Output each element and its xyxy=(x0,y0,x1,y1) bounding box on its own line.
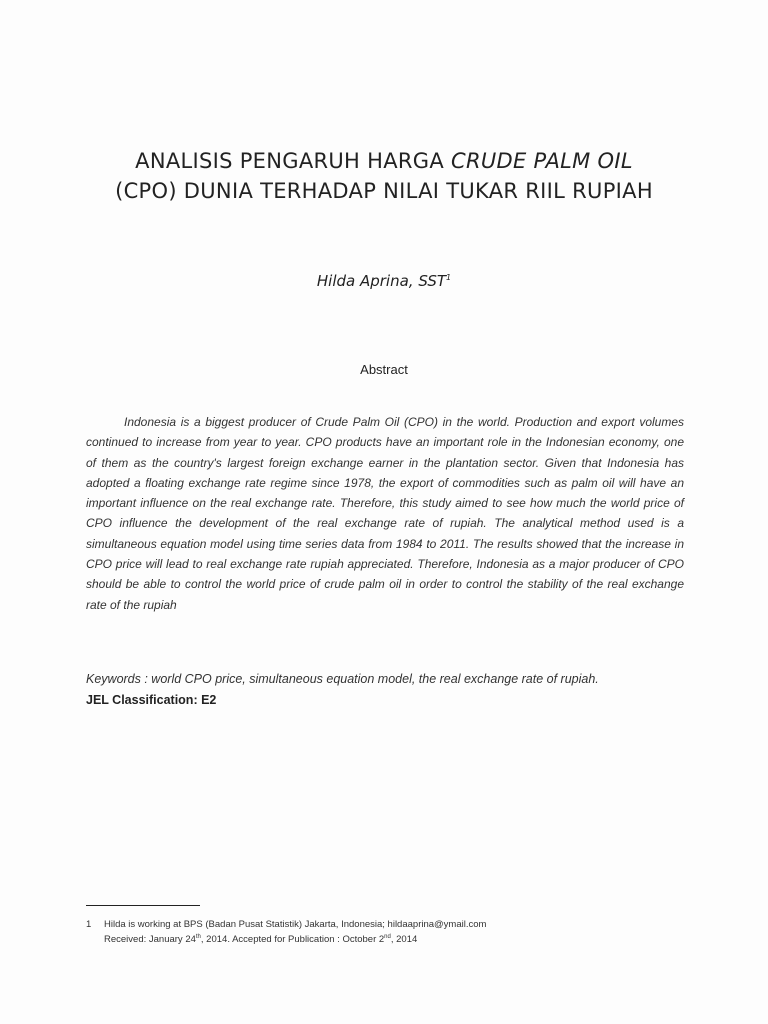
title-line-1-italic: CRUDE PALM OIL xyxy=(451,149,633,173)
received-prefix: Received: January 24 xyxy=(104,934,196,946)
author-footnote-mark: 1 xyxy=(446,273,452,282)
author-line xyxy=(0,272,768,290)
accepted-text: , 2014. Accepted for Publication : October 2 xyxy=(200,934,385,946)
title-line-1-prefix: ANALISIS PENGARUH HARGA xyxy=(135,149,451,173)
title-line-2: (CPO) DUNIA TERHADAP NILAI TUKAR RIIL RUPIAH xyxy=(115,179,653,203)
abstract-body: Indonesia is a biggest producer of Crude Palm Oil (CPO) in the world. Production and export volumes continued to increase from year to year. CPO products have an important role in the Indonesian economy, one of them as the country's largest foreign exchange earner in the plantation sector. Given that Indonesia has adopted a floating exchange rate regime since 1978, the export of commodities such as palm oil will have an important influence on the real exchange rate. Therefore, this study aimed to see how much the world price of CPO influence the development of the real exchange rate of rupiah. The analytical method used is a simultaneous equation model using time series data from 1984 to 2011. The results showed that the increase in CPO price will lead to real exchange rate rupiah appreciated. Therefore, Indonesia as a major producer of CPO should be able to control the world price of crude palm oil in order to control the stability of the real exchange rate of the rupiah xyxy=(86,415,684,612)
footnote-line-2 xyxy=(104,931,684,946)
footnote-line-1: Hilda is working at BPS (Badan Pusat Statistik) Jakarta, Indonesia; hildaaprina@ymail.com xyxy=(104,919,487,930)
accepted-year: , 2014 xyxy=(390,934,418,946)
author-name: Hilda Aprina, SST xyxy=(316,272,447,290)
received-suffix-sup: th xyxy=(195,934,201,940)
footnote-number: 1 xyxy=(86,919,92,930)
accepted-suffix-sup: nd xyxy=(384,934,391,940)
footnote-divider xyxy=(86,905,200,906)
abstract-heading: Abstract xyxy=(360,362,408,377)
jel-classification: JEL Classification: E2 xyxy=(86,693,217,707)
footnote-text xyxy=(104,918,684,946)
title-line-1 xyxy=(60,146,708,176)
keywords: Keywords : world CPO price, simultaneous equation model, the real exchange rate of rupiah. xyxy=(86,672,599,686)
paper-title xyxy=(60,146,708,206)
